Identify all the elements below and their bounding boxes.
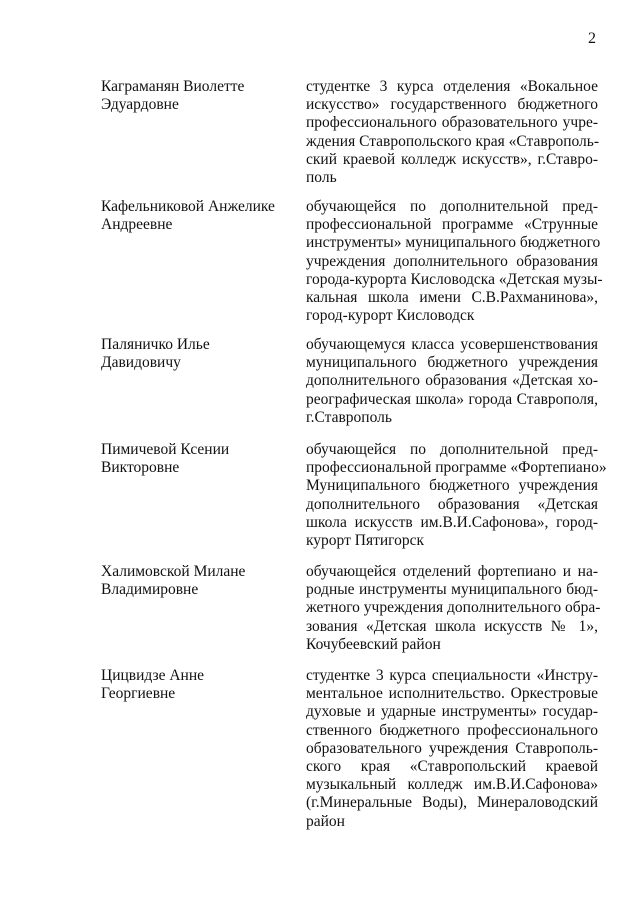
recipient-name-line: Владимировне (101, 581, 199, 598)
description-line: профессиональной программе «Фортепиано» (306, 459, 607, 477)
description-line: дополнительного образования «Детская хо- (306, 372, 598, 390)
recipient-name (101, 78, 291, 114)
description-line: обучающейся по дополнительной пред- (306, 198, 598, 215)
description-line: кальная школа имени С.В.Рахманинова», (306, 288, 598, 306)
description-line: ский краевой колледж искусств», г.Ставро- (306, 150, 598, 168)
description-line: зования «Детская школа искусств № 1», (306, 617, 598, 635)
description-line: родные инструменты муниципального бюд- (306, 581, 598, 599)
recipient-name-line: Кафельниковой Анжелике (101, 198, 275, 215)
description-line: г.Ставрополь (306, 408, 392, 426)
recipient-name-line: Андреевне (101, 216, 173, 233)
recipient-name-line: Давидовичу (101, 354, 181, 371)
description-line: искусство» государственного бюджетного (306, 96, 598, 114)
recipient-description (306, 198, 603, 325)
description-line: студентке 3 курса специальности «Инстру- (306, 667, 598, 684)
description-line: курорт Пятигорск (306, 531, 425, 549)
recipient-description (306, 441, 607, 550)
description-line: ментальное исполнительство. Оркестровые (306, 685, 598, 703)
description-line: обучающемуся класса усовершенствования (306, 336, 598, 353)
description-line: музыкальный колледж им.В.И.Сафонова» (306, 776, 598, 794)
recipient-name-line: Георгиевне (101, 685, 176, 702)
page-number: 2 (588, 30, 596, 47)
description-line: ждения Ставропольского края «Ставрополь- (306, 132, 599, 150)
recipient-name-line: Эдуардовне (101, 96, 179, 113)
description-line: духовые и ударные инструменты» государ- (306, 703, 598, 721)
description-line: ского края «Ставропольский краевой (306, 757, 598, 775)
description-line: студентке 3 курса отделения «Вокальное (306, 78, 598, 95)
recipient-name-line: Паляничко Илье (101, 336, 210, 353)
recipient-name (101, 563, 291, 599)
recipient-description (306, 667, 598, 831)
description-line: дополнительного образования «Детская (306, 495, 598, 513)
description-line: образовательного учреждения Ставрополь- (306, 739, 598, 757)
description-line: реографическая школа» города Ставрополя, (306, 390, 598, 408)
recipient-description (306, 563, 601, 654)
recipient-name-line: Цицвидзе Анне (101, 667, 205, 684)
recipient-name-line: Викторовне (101, 459, 180, 476)
recipient-name (101, 667, 291, 703)
description-line: школа искусств им.В.И.Сафонова», город- (306, 513, 598, 531)
description-line: обучающейся отделений фортепиано и на- (306, 563, 598, 580)
description-line: поль (306, 168, 337, 186)
recipient-name-line: Халимовской Милане (101, 563, 246, 580)
description-line: ственного бюджетного профессионального (306, 721, 598, 739)
description-line: инструменты» муниципального бюджетного (306, 234, 601, 252)
recipient-description (306, 336, 598, 427)
description-line: район (306, 812, 345, 830)
description-line: (г.Минеральные Воды), Минераловодский (306, 794, 598, 812)
description-line: города-курорта Кисловодска «Детская музы- (306, 270, 603, 288)
description-line: Кочубеевский район (306, 635, 441, 653)
description-line: профессионального образовательного учре- (306, 114, 598, 132)
description-line: учреждения дополнительного образования (306, 252, 598, 270)
description-line: жетного учреждения дополнительного обра- (306, 599, 601, 617)
recipient-description (306, 78, 598, 187)
recipient-name-line: Каграманян Виолетте (101, 78, 245, 95)
description-line: Муниципального бюджетного учреждения (306, 477, 598, 495)
recipient-name (101, 441, 291, 477)
recipient-name (101, 336, 291, 372)
description-line: обучающейся по дополнительной пред- (306, 441, 598, 458)
description-line: муниципального бюджетного учреждения (306, 354, 598, 372)
recipient-name (101, 198, 291, 234)
description-line: профессиональной программе «Струнные (306, 216, 598, 234)
recipient-name-line: Пимичевой Ксении (101, 441, 230, 458)
description-line: город-курорт Кисловодск (306, 307, 475, 325)
